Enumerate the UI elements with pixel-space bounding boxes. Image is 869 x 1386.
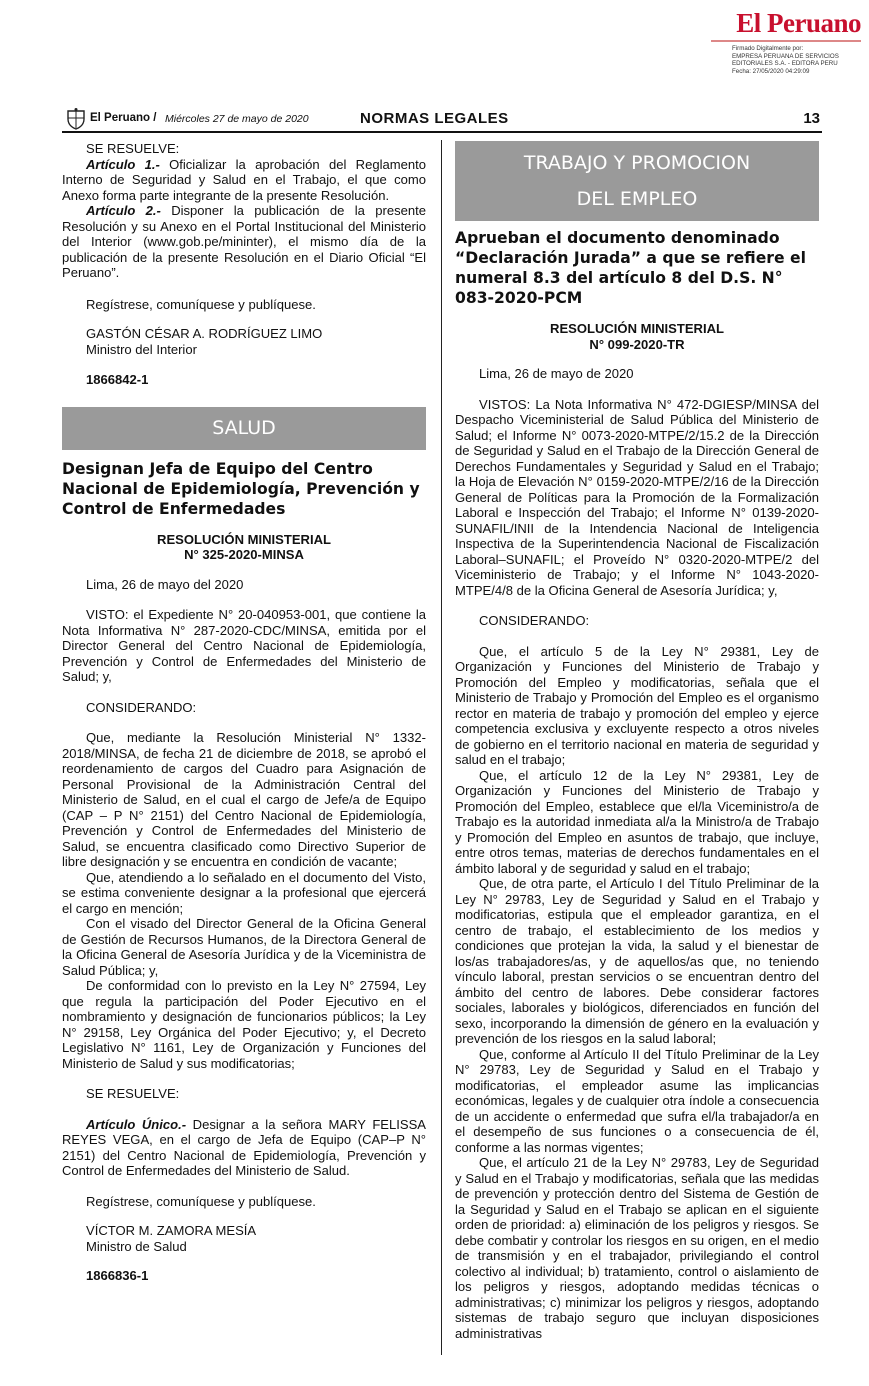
reference-number: 1866842-1 [86,372,149,387]
considerando-heading: CONSIDERANDO: [479,613,590,628]
article-text: Designar a la señora MARY FELISSA REYES VEGA, en el cargo de Jefa de Equipo (CAP–P N° 2151) del Centro Nacional de Epidemiología, Prevención y Control de Enfermedades del Ministerio de Salud. [62,1116,426,1178]
publication-name: El Peruano / [90,112,157,124]
signer-role: Ministro del Interior [86,341,197,357]
considerando-paragraph: Que, el artículo 12 de la Ley N° 29381, Ley de Organización y Funciones del Ministerio de Trabajo y Promoción del Empleo, establece que el/la Viceministro/a de Trabajo es la autoridad inmediata al/a la Ministro/a de Trabajo y Promoción del Empleo en asuntos de trabajo, que incluye, entre otros temas, materias de derechos fundamentales en el ámbito laboral y de seguridad y salud en el trabajo; [455,767,819,876]
considerando-paragraph: Con el visado del Director General de la Oficina General de Gestión de Recursos Humanos, de la Directora General de la Oficina General de Asesoría Jurídica y de la Viceministra de Salud Pública; y, [62,916,426,978]
signer-name: GASTÓN CÉSAR A. RODRÍGUEZ LIMO [86,326,323,341]
digital-signature [732,45,864,75]
el-peruano-logo: El Peruano [736,8,861,38]
signer-name: VÍCTOR M. ZAMORA MESÍA [86,1223,257,1238]
header-rule [62,131,822,133]
considerando-paragraph: De conformidad con lo previsto en la Ley N° 27594, Ley que regula la participación del Poder Ejecutivo en el nombramiento y designación de funcionarios públicos; la Ley N° 29158, Ley Orgánica del Poder Ejecutivo; y, el Decreto Legislativo N° 1161, Ley de Organización y Funciones del Ministerio de Salud y sus modificatorias; [62,978,426,1071]
section-banner-trabajo [455,141,819,221]
section-banner-salud: SALUD [62,407,426,450]
considerando-paragraph: Que, el artículo 5 de la Ley N° 29381, Ley de Organización y Funciones del Ministerio de Trabajo y Promoción del Empleo y modificatorias, señala que el Ministerio de Trabajo y Promoción del Empleo es el organismo rector en materia de trabajo y promoción del empleo y ejerce competencia exclusiva y excluyente respecto a otros niveles de gobierno en el territorio nacional en materia de seguridad y salud en el trabajo; [455,643,819,767]
article-headline: Designan Jefa de Equipo del Centro Nacional de Epidemiología, Prevención y Control de Enfermedades [62,459,420,518]
coat-of-arms-icon [66,108,86,130]
registrese: Regístrese, comuníquese y publíquese. [86,1193,316,1209]
reference-number: 1866836-1 [86,1268,149,1283]
issue-date: Miércoles 27 de mayo de 2020 [165,113,309,125]
considerando-paragraph: Que, mediante la Resolución Ministerial N° 1332-2018/MINSA, de fecha 21 de diciembre de 2018, se aprobó el reordenamiento de cargos del Cuadro para Asignación de Personal Provisional de la Administración Central del Ministerio de Salud, en el cual el cargo de Jefe/a de Equipo (CAP – P N° 2151) del Centro Nacional de Epidemiología, Prevención y Control de Enfermedades del Ministerio de Salud, se encuentra clasificado como Directivo Superior de libre designación y se encuentra en condición de vacante; [62,730,426,869]
signature-line: Fecha: 27/05/2020 04:29:09 [732,67,810,75]
banner-line: TRABAJO Y PROMOCION [523,152,751,174]
considerando-paragraph: Que, de otra parte, el Artículo I del Título Preliminar de la Ley N° 29783, Ley de Seguridad y Salud en el Trabajo y modificatorias, estipula que el empleador garantiza, en el centro de trabajo, el establecimiento de los medios y condiciones que protejan la vida, la salud y el bienestar de los/as trabajadores/as, y de aquellos/as que, no teniendo vínculo laboral, prestan servicios o se encuentran dentro del ámbito del centro de labores. Debe considerar factores sociales, laborales y biológicos, diferenciados en función del sexo, incorporando la dimensión de género en la evaluación y prevención de los riesgos en la salud laboral; [455,876,819,1046]
article-text: Disponer la publicación de la presente Resolución y su Anexo en el Portal Institucional del Ministerio del Interior (www.gob.pe/mininter), el mismo día de la publicación de la presente Resolución en el Diario Oficial “El Peruano”. [62,203,426,280]
se-resuelve: SE RESUELVE: [86,141,180,156]
registrese: Regístrese, comuníquese y publíquese. [86,296,316,312]
logo-rule [711,40,861,42]
signature-line: Firmado Digitalmente por: [732,45,804,52]
article-1 [62,157,426,204]
article-label: Artículo 2.- [86,203,161,218]
considerando-paragraph: Que, el artículo 21 de la Ley N° 29783, Ley de Seguridad y Salud en el Trabajo y modificatorias, señala que las medidas de prevención y protección dentro del Sistema de Gestión de la Seguridad y Salud en el Trabajo se aplican en el siguiente orden de prioridad: a) eliminación de los peligros y riesgos. Se debe combatir y controlar los riesgos en su origen, en el medio de transmisión y en el trabajador, privilegiando el control colectivo al individual; b) tratamiento, control o aislamiento de los peligros y riesgos, adoptando medidas técnicas o administrativas; c) minimizar los peligros y riesgos, adoptando sistemas de trabajo seguro que incluyan disposiciones administrativas [455,1155,819,1341]
left-column [62,141,426,1284]
page-number: 13 [803,110,820,127]
place-date: Lima, 26 de mayo del 2020 [86,576,244,592]
article-text: Oficializar la aprobación del Reglamento Interno de Seguridad y Salud en el Trabajo, el que como Anexo forma parte integrante de la presente Resolución. [62,156,427,203]
se-resuelve: SE RESUELVE: [86,1086,180,1101]
resolution-title: RESOLUCIÓN MINISTERIAL [157,531,331,547]
signature-line: EDITORIALES S.A. - EDITORA PERU [732,60,838,68]
resolution-number: N° 099-2020-TR [589,336,685,352]
page-header [62,108,822,130]
article-unico [62,1117,426,1179]
signature-line: EMPRESA PERUANA DE SERVICIOS [732,52,839,60]
right-column [455,141,819,1341]
place-date: Lima, 26 de mayo de 2020 [479,366,634,381]
article-headline: Aprueban el documento denominado “Declaración Jurada” a que se refiere el numeral 8.3 del artículo 8 del D.S. N° 083-2020-PCM [455,229,806,307]
resolution-number: N° 325-2020-MINSA [184,547,304,562]
vistos: VISTOS: La Nota Informativa N° 472-DGIESP/MINSA del Despacho Viceministerial de Salud Pública del Ministerio de Salud; el Informe N° 0073-2020-MTPE/2/15.2 de la Dirección de Seguridad y Salud en el Trabajo de la Dirección General de Derechos Fundamentales y Seguridad y Salud en el Trabajo; la Hoja de Elevación N° 0159-2020-MTPE/2/16 de la Dirección General de Políticas para la Promoción de la Formalización Laboral e Inspección del Trabajo; el Informe N° 0139-2020-SUNAFIL/INII de la Intendencia Nacional de Inteligencia Inspectiva de la Superintendencia Nacional de Fiscalización Laboral–SUNAFIL; el Proveído N° 0320-2020-MTPE/2 del Viceministerio de Trabajo; y el Informe N° 1043-2020- MTPE/4/8 de la Oficina General de Asesoría Jurídica; y, [455,396,819,598]
article-label: Artículo Único.- [86,1116,187,1132]
banner-line: DEL EMPLEO [576,188,698,210]
signer-role: Ministro de Salud [86,1238,187,1254]
considerando-heading: CONSIDERANDO: [86,699,197,715]
article-label: Artículo 1.- [86,156,160,172]
column-divider [441,140,442,1355]
article-2 [62,203,426,281]
considerando-paragraph: Que, conforme al Artículo II del Título Preliminar de la Ley N° 29783, Ley de Seguridad y Salud en el Trabajo y modificatorias, el empleador asume las implicancias económicas, legales y de cualquier otra índole a consecuencia de un accidente o enfermedad que sufra el/la trabajador/a en el desempeño de sus funciones o a consecuencia de él, conforme a las normas vigentes; [455,1046,819,1155]
resolution-title: RESOLUCIÓN MINISTERIAL [550,321,724,336]
section-title: NORMAS LEGALES [360,110,509,127]
considerando-paragraph: Que, atendiendo a lo señalado en el documento del Visto, se estima conveniente designar a la profesional que ejercerá el cargo en mención; [62,869,426,916]
visto: VISTO: el Expediente N° 20-040953-001, que contiene la Nota Informativa N° 287-2020-CDC/MINSA, emitida por el Director General del Centro Nacional de Epidemiología, Prevención y Control de Enfermedades del Ministerio de Salud; y, [62,607,426,684]
